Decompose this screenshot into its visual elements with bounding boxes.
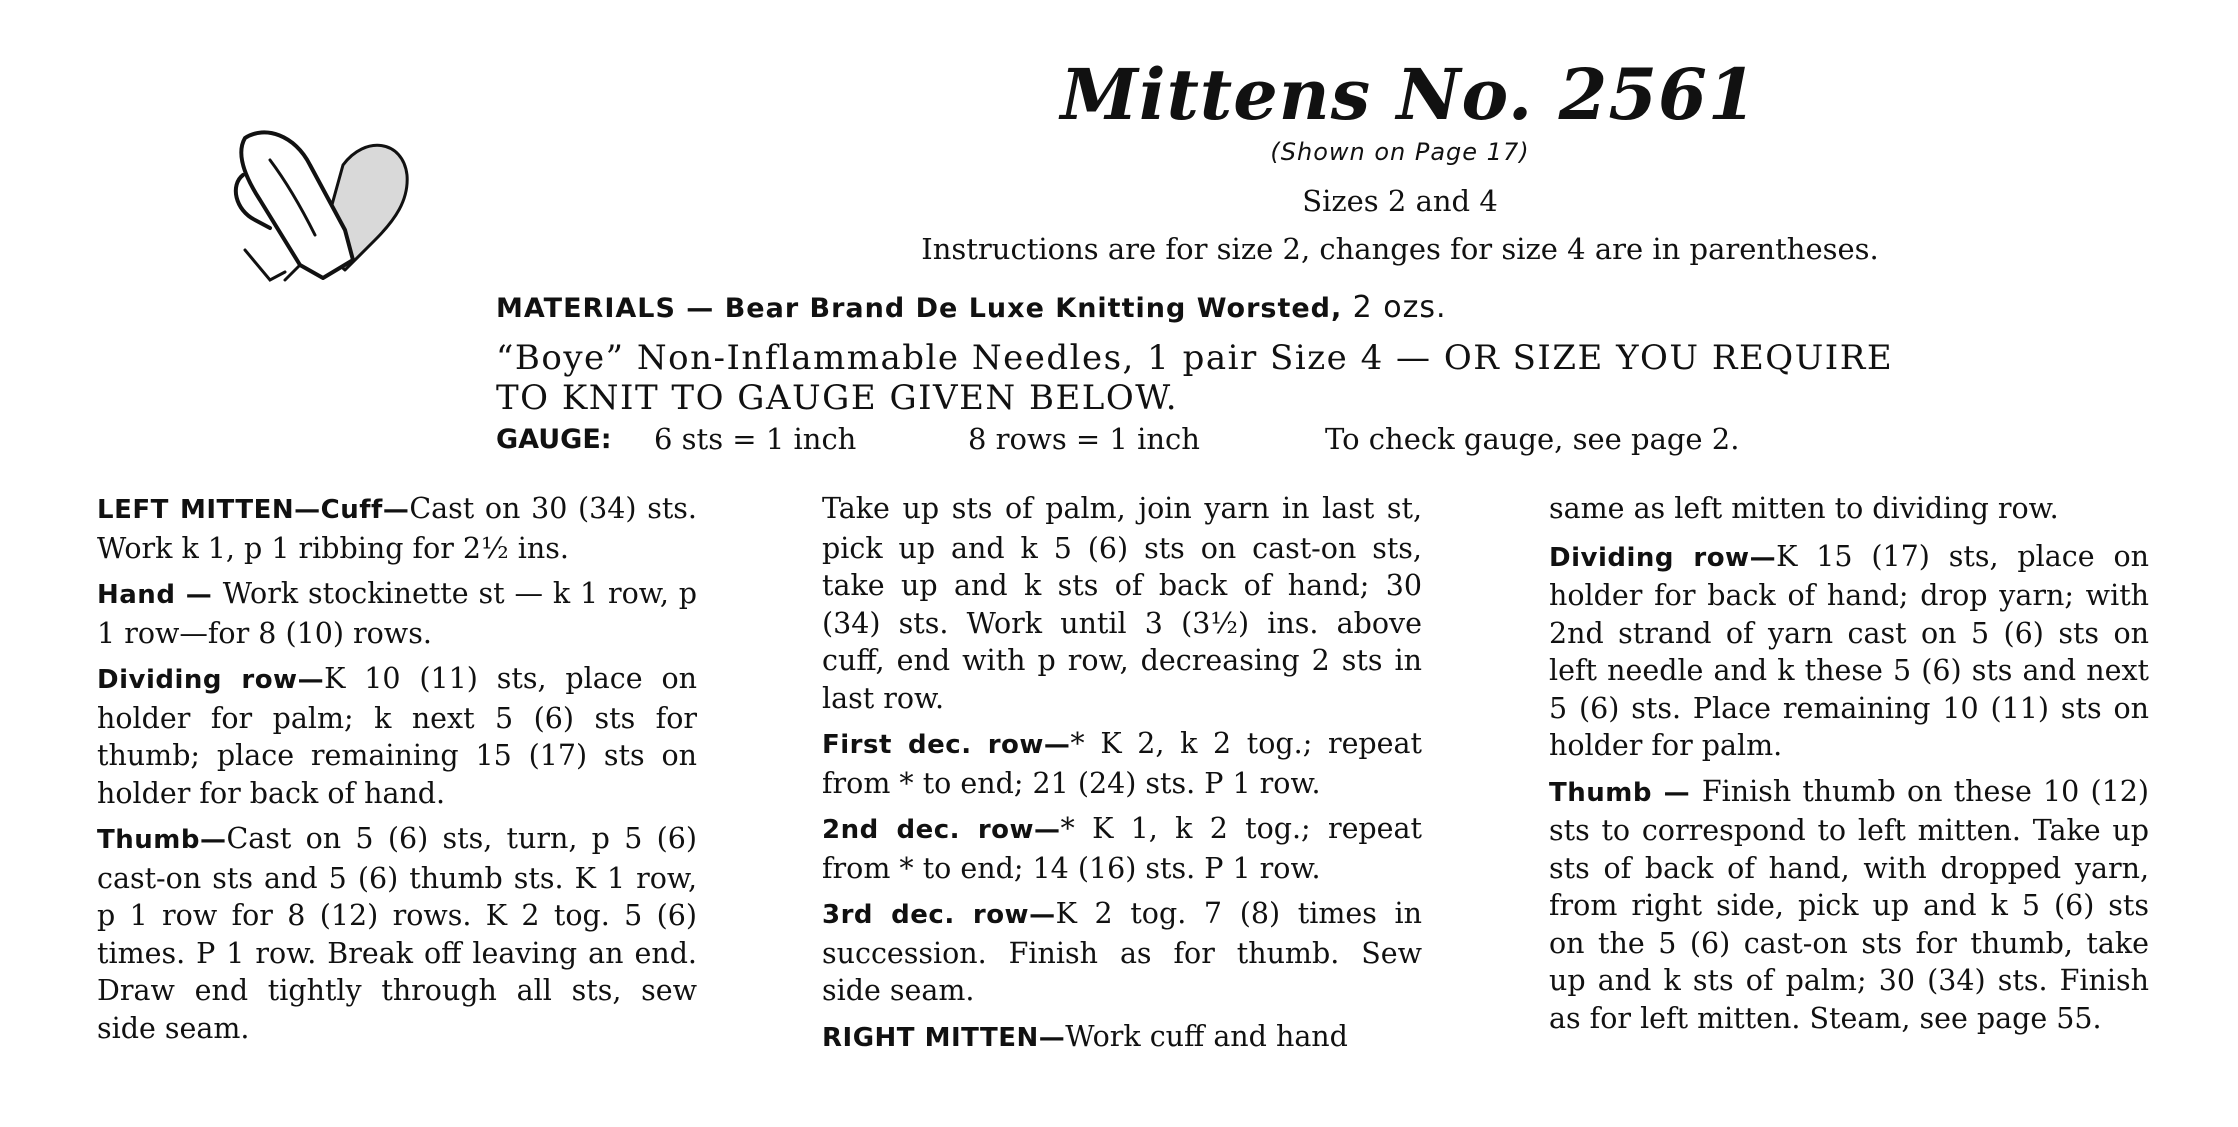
- paragraph-heading: Thumb—: [97, 825, 227, 855]
- paragraph-right-mitten: [822, 1018, 1422, 1058]
- paragraph-heading: LEFT MITTEN—Cuff—: [97, 495, 410, 525]
- paragraph-heading: Hand —: [97, 580, 223, 610]
- gauge-check-note: To check gauge, see page 2.: [1325, 422, 1740, 456]
- paragraph-heading: Dividing row—: [97, 665, 325, 695]
- shown-on-note: (Shown on Page 17): [1270, 138, 1530, 166]
- sizes-line: Sizes 2 and 4: [1302, 184, 1498, 218]
- size-instructions: Instructions are for size 2, changes for size 4 are in parentheses.: [921, 232, 1879, 266]
- instructions-column-1: [97, 490, 697, 1055]
- paragraph-palm: [822, 490, 1422, 717]
- paragraph-left-mitten-cuff: [97, 490, 697, 567]
- paragraph-heading: First dec. row—: [822, 730, 1071, 760]
- paragraph-first-dec-row: [822, 725, 1422, 802]
- paragraph-text: Take up sts of palm, join yarn in last st, pick up and k 5 (6) sts on cast-on sts, take up and k sts of back of hand; 30 (34) sts. Work until 3 (3½) ins. above cuff, end with p row, decreasing 2 sts in last row.: [822, 492, 1422, 715]
- gauge-rows: 8 rows = 1 inch: [968, 422, 1200, 456]
- paragraph-heading: Dividing row—: [1549, 542, 1777, 573]
- paragraph-text: Work stockinette st — k 1 row, p 1 row—for 8 (10) rows.: [97, 577, 698, 650]
- paragraph-text: K 15 (17) sts, place on holder for back of hand; drop yarn; with 2nd strand of yarn cast on 5 (6) sts on left needle and k these 5 (6) sts and next 5 (6) sts. Place remaining 10 (11) sts on holder for palm.: [1549, 539, 2149, 762]
- paragraph-third-dec-row: [822, 895, 1422, 1010]
- paragraph-hand: [97, 575, 697, 652]
- paragraph-right-dividing-row: [1549, 538, 2149, 765]
- materials-label: MATERIALS — Bear Brand De Luxe Knitting Worsted,: [496, 293, 1343, 324]
- paragraph-text: same as left mitten to dividing row.: [1549, 492, 2059, 525]
- needles-text-1: “Boye” Non-Inflammable Needles, 1 pair Size 4 — OR SIZE YOU REQUIRE: [496, 338, 1894, 378]
- paragraph-text: K 2 tog. 7 (8) times in succession. Finish as for thumb. Sew side seam.: [822, 897, 1422, 1007]
- paragraph-second-dec-row: [822, 810, 1422, 887]
- paragraph-right-thumb: [1549, 773, 2149, 1038]
- paragraph-text: Finish thumb on these 10 (12) sts to correspond to left mitten. Take up sts of back of hand, with dropped yarn, from right side, pick up and k 5 (6) sts on the 5 (6) cast-on sts for thumb, take up and k sts of palm; 30 (34) sts. Finish as for left mitten. Steam, see page 55.: [1549, 774, 2149, 1035]
- paragraph-heading: Thumb —: [1549, 777, 1702, 808]
- paragraph-text: K 10 (11) sts, place on holder for palm; k next 5 (6) sts for thumb; place remaining 15 (17) sts on holder for back of hand.: [97, 662, 697, 810]
- paragraph-right-mitten-cont: [1549, 490, 2149, 530]
- gauge-stitches: 6 sts = 1 inch: [654, 422, 857, 456]
- paragraph-text: * K 2, k 2 tog.; repeat from * to end; 21 (24) sts. P 1 row.: [822, 727, 1422, 800]
- paragraph-dividing-row: [97, 660, 697, 812]
- needles-line: [496, 338, 1893, 418]
- paragraph-heading: RIGHT MITTEN—: [822, 1022, 1066, 1053]
- materials-line: [496, 290, 1447, 325]
- paragraph-heading: 3rd dec. row—: [822, 900, 1056, 930]
- needles-text-2: TO KNIT TO GAUGE GIVEN BELOW.: [496, 378, 1179, 418]
- paragraph-thumb: [97, 820, 697, 1047]
- paragraph-text: * K 1, k 2 tog.; repeat from * to end; 14 (16) sts. P 1 row.: [822, 812, 1422, 885]
- instructions-column-2: [822, 490, 1422, 1065]
- page-title: Mittens No. 2561: [1060, 53, 1758, 136]
- materials-amount: 2 ozs.: [1352, 290, 1447, 325]
- instructions-column-3: [1549, 490, 2149, 1045]
- paragraph-text: Work cuff and hand: [1065, 1019, 1348, 1053]
- mittens-icon: [225, 120, 425, 300]
- gauge-label: GAUGE:: [496, 424, 612, 455]
- paragraph-text: Cast on 5 (6) sts, turn, p 5 (6) cast-on sts and 5 (6) thumb sts. K 1 row, p 1 row for 8 (12) rows. K 2 tog. 5 (6) times. P 1 row. Break off leaving an end. Draw end tightly through all sts, sew side seam.: [97, 822, 697, 1045]
- paragraph-heading: 2nd dec. row—: [822, 815, 1061, 845]
- paragraph-text: Cast on 30 (34) sts. Work k 1, p 1 ribbing for 2½ ins.: [97, 492, 697, 565]
